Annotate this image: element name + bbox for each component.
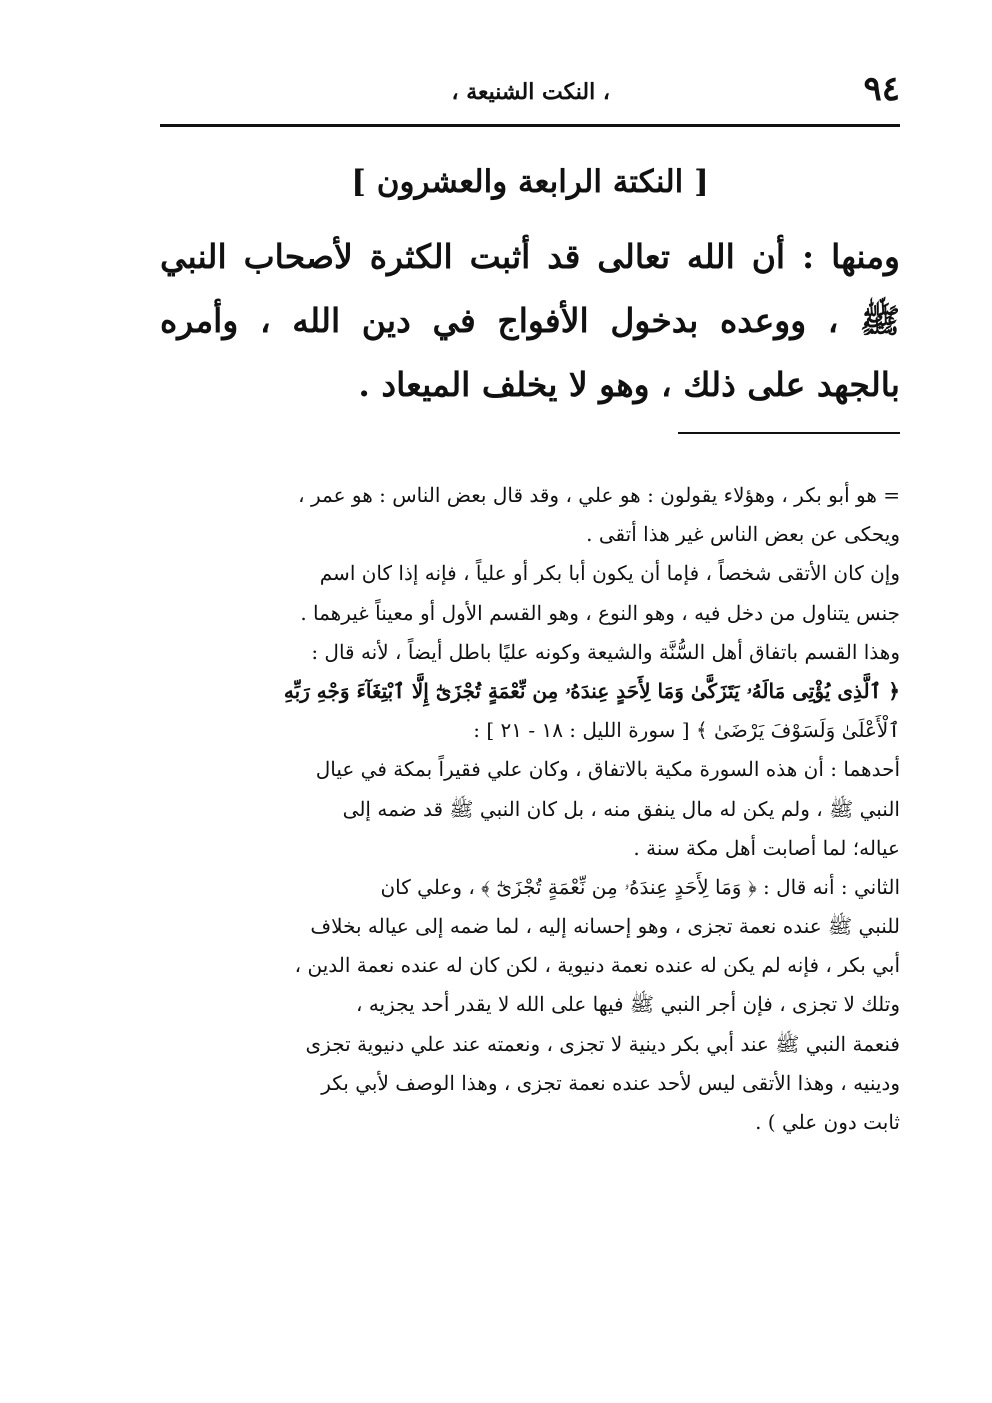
footnote-separator — [678, 432, 900, 434]
footnote-line: ثابت دون علي ) . — [755, 1110, 900, 1134]
footnote-line: ويحكى عن بعض الناس غير هذا أتقى . — [586, 522, 900, 547]
footnote-line: النبي ﷺ ، ولم يكن له مال ينفق منه ، بل كان النبي ﷺ قد ضمه إلى — [342, 796, 900, 821]
quran-verse-line: ٱلْأَعْلَىٰ وَلَسَوْفَ يَرْضَىٰ ﴾ [ سورة الليل : ١٨ - ٢١ ] : — [473, 718, 900, 743]
footnote-line: وتلك لا تجزى ، فإن أجر النبي ﷺ فيها على الله لا يقدر أحد يجزيه ، — [356, 992, 900, 1017]
footnote-line: أبي بكر ، فإنه لم يكن له عنده نعمة دنيوية ، لكن كان له عنده نعمة الدين ، — [294, 953, 900, 978]
footnote-line: للنبي ﷺ عنده نعمة تجزى ، وهو إحسانه إليه ، لما ضمه إلى عياله بخلاف — [310, 914, 900, 939]
page-number: ٩٤ — [863, 69, 900, 109]
footnote-line: جنس يتناول من دخل فيه ، وهو النوع ، وهو القسم الأول أو معيناً غيرهما . — [300, 600, 900, 625]
footnote-line: وإن كان الأتقى شخصاً ، فإما أن يكون أبا بكر أو علياً ، فإنه إذا كان اسم — [319, 561, 900, 586]
page-header — [160, 64, 900, 124]
footnote-line: فنعمة النبي ﷺ عند أبي بكر دينية لا تجزى ، ونعمته عند علي دنيوية تجزى — [305, 1031, 900, 1056]
header-rule — [160, 124, 900, 127]
footnote-line: عياله؛ لما أصابت أهل مكة سنة . — [633, 835, 900, 860]
footnote-line: أحدهما : أن هذه السورة مكية بالاتفاق ، وكان علي فقيراً بمكة في عيال — [315, 757, 900, 782]
footnote-text — [160, 476, 900, 1142]
footnote-line: = هو أبو بكر ، وهؤلاء يقولون : هو علي ، وقد قال بعض الناس : هو عمر ، — [298, 483, 900, 507]
footnote-line: ودينيه ، وهذا الأتقى ليس لأحد عنده نعمة تجزى ، وهذا الوصف لأبي بكر — [321, 1070, 900, 1095]
main-paragraph: ومنها : أن الله تعالى قد أثبت الكثرة لأصحاب النبي ﷺ ، ووعده بدخول الأفواج في دين الله ، وأمره بالجهد على ذلك ، وهو لا يخلف الميعاد . — [160, 237, 900, 404]
quran-verse-line: ﴿ ٱلَّذِى يُؤْتِى مَالَهُۥ يَتَزَكَّىٰ وَمَا لِأَحَدٍ عِندَهُۥ مِن نِّعْمَةٍ تُجْزَىٰٓ إِلَّا ٱبْتِغَآءَ وَجْهِ رَبِّهِ — [283, 678, 900, 703]
section-title: [ النكتة الرابعة والعشرون ] — [351, 164, 709, 200]
footnote-line: وهذا القسم باتفاق أهل السُّنَّة والشيعة وكونه عليًا باطل أيضاً ، لأنه قال : — [311, 639, 900, 664]
running-title: ، النكت الشنيعة ، — [451, 79, 610, 105]
footnote-line: الثاني : أنه قال : ﴿ وَمَا لِأَحَدٍ عِندَهُۥ مِن نِّعْمَةٍ تُجْزَىٰٓ ﴾ ، وعلي كان — [380, 874, 900, 899]
